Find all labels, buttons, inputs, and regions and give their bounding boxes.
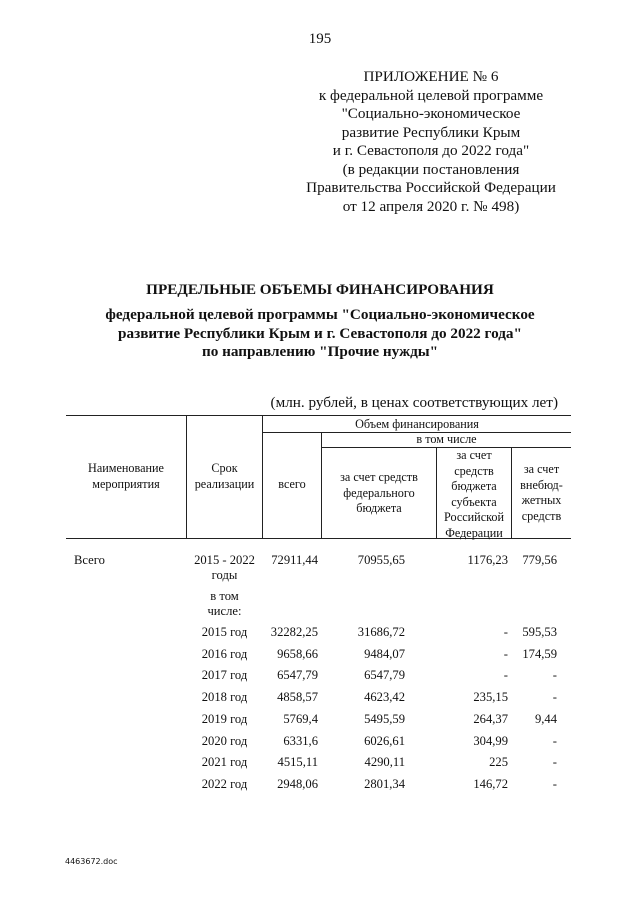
header-extra: за счет внебюд- жетных средств xyxy=(520,462,563,523)
appendix-line: от 12 апреля 2020 г. № 498) xyxy=(342,197,520,215)
total-row-extra: 779,56 xyxy=(522,553,557,567)
cell-extra: 9,44 xyxy=(534,711,557,726)
cell-period: 2021 год xyxy=(201,755,248,770)
cell-regional: 235,15 xyxy=(473,690,508,705)
appendix-line: (в редакции постановления xyxy=(342,160,520,178)
cell-total: 4858,57 xyxy=(277,690,318,705)
cell-federal: 31686,72 xyxy=(357,625,405,639)
document-id: 4463672.doc xyxy=(65,857,118,866)
cell-extra: - xyxy=(552,776,557,791)
cell-extra: 174,59 xyxy=(522,646,557,661)
cell-regional: - xyxy=(503,625,508,639)
page-number: 195 xyxy=(308,31,332,47)
units-note: (млн. рублей, в ценах соответствующих лет) xyxy=(270,394,558,411)
cell-federal: 4290,11 xyxy=(364,755,405,770)
appendix-line: и г. Севастополя до 2022 года" xyxy=(332,142,530,159)
cell-period: 2018 год xyxy=(201,690,248,705)
cell-total: 6331,6 xyxy=(283,733,318,748)
cell-total: 32282,25 xyxy=(270,625,318,639)
header-federal: за счет средств федерального бюджета xyxy=(340,470,418,515)
total-row-regional: 1176,23 xyxy=(467,553,508,567)
header-regional: за счет средств бюджета субъекта Российской Федерации xyxy=(443,448,505,540)
cell-total: 9658,66 xyxy=(277,646,318,661)
cell-extra: - xyxy=(552,690,557,705)
cell-federal: 2801,34 xyxy=(364,776,405,791)
total-row-total: 72911,44 xyxy=(271,553,318,567)
subheading-line: по направлению "Прочие нужды" xyxy=(201,343,439,360)
appendix-line: ПРИЛОЖЕНИЕ № 6 xyxy=(363,68,499,85)
cell-total: 6547,79 xyxy=(277,668,318,683)
appendix-line: к федеральной целевой программе xyxy=(318,86,544,104)
cell-extra: 595,53 xyxy=(522,625,557,639)
cell-extra: - xyxy=(552,668,557,683)
total-row-name: Всего xyxy=(74,553,105,567)
cell-period: 2019 год xyxy=(201,711,248,726)
cell-federal: 9484,07 xyxy=(364,646,405,661)
cell-period: 2020 год xyxy=(201,733,248,748)
cell-extra: - xyxy=(552,755,557,770)
appendix-block xyxy=(300,68,562,216)
cell-period: 2022 год xyxy=(201,776,248,791)
incl-label: в том числе: xyxy=(207,589,242,618)
appendix-line: Правительства Российской Федерации xyxy=(306,179,556,196)
cell-total: 5769,4 xyxy=(283,711,318,726)
cell-regional: 146,72 xyxy=(473,776,508,791)
total-row-period: 2015 - 2022 годы xyxy=(194,553,255,582)
appendix-line: "Социально-экономическое xyxy=(341,105,521,122)
header-funding: Объем финансирования xyxy=(355,417,479,431)
cell-federal: 6026,61 xyxy=(364,733,405,748)
header-total: всего xyxy=(278,477,306,491)
cell-federal: 6547,79 xyxy=(364,668,405,683)
cell-regional: - xyxy=(503,646,508,661)
cell-total: 4515,11 xyxy=(277,755,318,770)
cell-extra: - xyxy=(552,733,557,748)
cell-period: 2017 год xyxy=(201,668,248,683)
cell-total: 2948,06 xyxy=(277,776,318,791)
cell-federal: 4623,42 xyxy=(364,690,405,705)
cell-period: 2016 год xyxy=(201,646,248,661)
total-row-federal: 70955,65 xyxy=(357,553,405,567)
cell-federal: 5495,59 xyxy=(364,711,405,726)
document-heading: ПРЕДЕЛЬНЫЕ ОБЪЕМЫ ФИНАНСИРОВАНИЯ xyxy=(146,281,494,298)
appendix-line: развитие Республики Крым xyxy=(341,123,521,141)
header-incl: в том числе xyxy=(416,432,477,446)
cell-period: 2015 год xyxy=(201,625,248,639)
subheading-line: федеральной целевой программы "Социально-экономическое xyxy=(105,306,535,323)
cell-regional: 304,99 xyxy=(473,733,508,748)
cell-regional: - xyxy=(503,668,508,683)
cell-regional: 225 xyxy=(489,755,508,770)
header-name: Наименование мероприятия xyxy=(88,461,164,491)
table-top-rule xyxy=(66,415,571,416)
subheading-line: развитие Республики Крым и г. Севастополя до 2022 года" xyxy=(118,324,522,342)
document-subheading xyxy=(0,306,640,362)
header-period: Срок реализации xyxy=(194,461,255,491)
cell-regional: 264,37 xyxy=(473,711,508,726)
